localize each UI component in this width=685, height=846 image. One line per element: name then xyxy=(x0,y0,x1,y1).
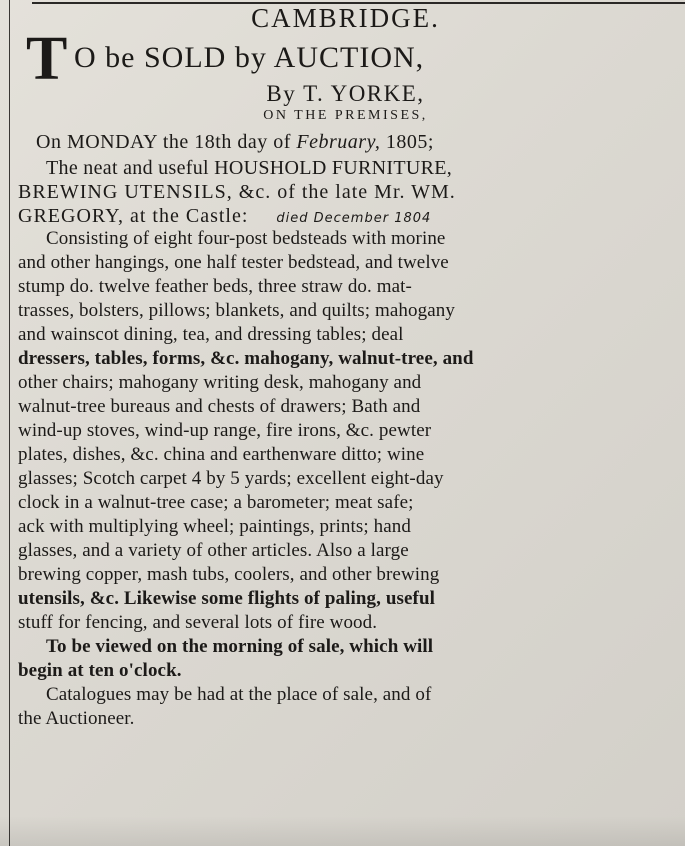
drop-cap: T xyxy=(26,25,69,93)
body-line: stump do. twelve feather beds, three straw do. mat- xyxy=(18,276,412,297)
auctioneer-line: By T. YORKE, xyxy=(266,81,425,106)
body-line: trasses, bolsters, pillows; blankets, and quilts; mahogany xyxy=(18,300,455,321)
catalogue-line: Catalogues may be had at the place of sale, and of xyxy=(46,684,432,705)
auction-title: O be SOLD by AUCTION, xyxy=(74,41,425,74)
body-line: walnut-tree bureaus and chests of drawers; Bath and xyxy=(18,396,421,417)
auction-headline xyxy=(18,25,673,93)
viewing-line: begin at ten o'clock. xyxy=(18,660,182,681)
intro-line: BREWING UTENSILS, &c. of the late Mr. WM. xyxy=(18,181,456,203)
sale-date xyxy=(18,130,673,156)
page-shadow xyxy=(0,816,685,846)
notice-heading: CAMBRIDGE. xyxy=(251,3,440,33)
body-line: clock in a walnut-tree case; a barometer; meat safe; xyxy=(18,492,414,513)
handwritten-note: died December 1804 xyxy=(276,211,432,226)
body-line: other chairs; mahogany writing desk, mahogany and xyxy=(18,372,422,393)
premises-line: ON THE PREMISES, xyxy=(263,108,428,123)
body-line: glasses; Scotch carpet 4 by 5 yards; excellent eight-day xyxy=(18,468,444,489)
intro-line: GREGORY, at the Castle: xyxy=(18,205,249,227)
date-prefix: On MONDAY the 18th day of xyxy=(36,131,291,153)
body-line: stuff for fencing, and several lots of fire wood. xyxy=(18,612,378,633)
intro-line-with-note xyxy=(18,204,673,228)
body-line: ack with multiplying wheel; paintings, prints; hand xyxy=(18,516,411,537)
date-year: 1805; xyxy=(385,131,434,153)
body-line: and wainscot dining, tea, and dressing tables; deal xyxy=(18,324,404,345)
body-line: utensils, &c. Likewise some flights of paling, useful xyxy=(18,588,435,609)
auction-notice xyxy=(18,2,673,732)
body-line: brewing copper, mash tubs, coolers, and other brewing xyxy=(18,564,440,585)
body-line: wind-up stoves, wind-up range, fire irons, &c. pewter xyxy=(18,420,432,441)
body-line: and other hangings, one half tester bedstead, and twelve xyxy=(18,252,449,273)
intro-line: The neat and useful HOUSHOLD FURNITURE, xyxy=(46,157,453,179)
viewing-line: To be viewed on the morning of sale, which will xyxy=(46,636,434,657)
body-line: Consisting of eight four-post bedsteads with morine xyxy=(46,228,446,249)
column-rule xyxy=(9,0,10,846)
body-line: plates, dishes, &c. china and earthenware ditto; wine xyxy=(18,444,425,465)
body-line: dressers, tables, forms, &c. mahogany, walnut-tree, and xyxy=(18,348,474,369)
body-line: glasses, and a variety of other articles. Also a large xyxy=(18,540,409,561)
date-month: February, xyxy=(296,131,381,153)
catalogue-line: the Auctioneer. xyxy=(18,708,135,729)
